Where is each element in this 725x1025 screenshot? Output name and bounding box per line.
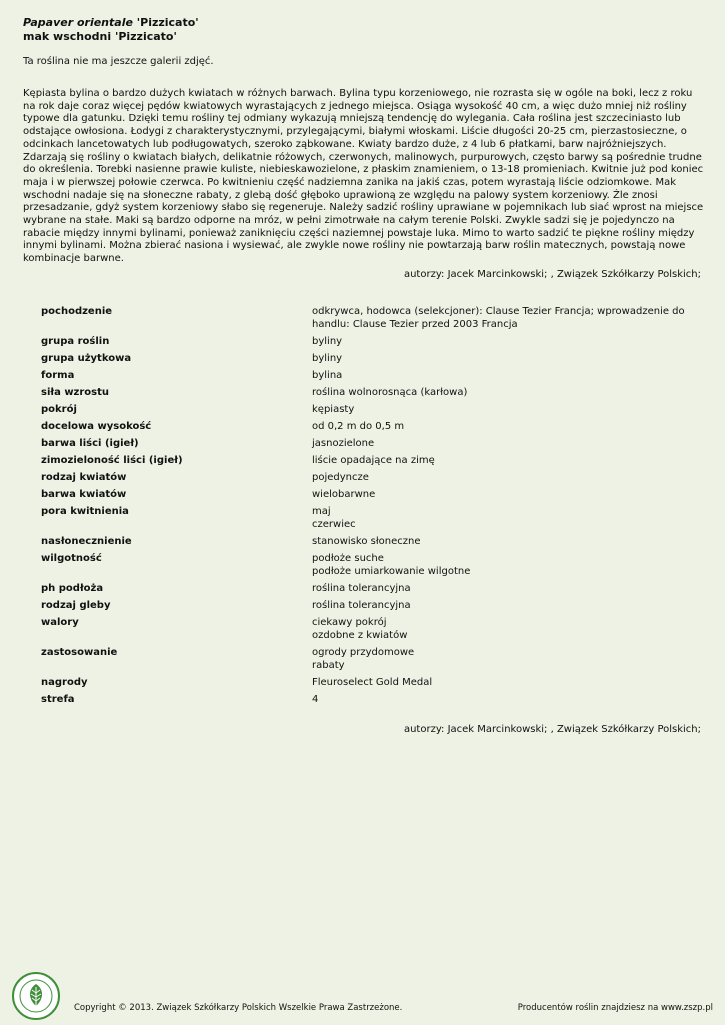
property-value <box>312 420 692 437</box>
property-row <box>41 369 692 386</box>
property-row <box>41 646 692 676</box>
property-key: grupa roślin <box>41 336 110 347</box>
property-row <box>41 454 692 471</box>
property-value <box>312 386 692 403</box>
property-value-line: roślina tolerancyjna <box>312 583 411 594</box>
property-row <box>41 552 692 582</box>
property-key: nagrody <box>41 677 88 688</box>
property-key: rodzaj kwiatów <box>41 472 127 483</box>
property-key: siła wzrostu <box>41 387 110 398</box>
property-value <box>312 552 692 582</box>
property-row <box>41 420 692 437</box>
property-value-line: roślina tolerancyjna <box>312 600 411 611</box>
property-value-line: czerwiec <box>312 519 356 530</box>
property-key: grupa użytkowa <box>41 353 132 364</box>
property-row <box>41 437 692 454</box>
property-value-line: liście opadające na zimę <box>312 455 435 466</box>
polish-name: mak wschodni 'Pizzicato' <box>23 30 177 43</box>
property-key: docelowa wysokość <box>41 421 152 432</box>
property-value-line: stanowisko słoneczne <box>312 536 421 547</box>
property-key: ph podłoża <box>41 583 104 594</box>
property-key: barwa kwiatów <box>41 489 127 500</box>
property-value <box>312 616 692 646</box>
property-value-line: pojedyncze <box>312 472 369 483</box>
zszp-logo[interactable] <box>11 971 61 1021</box>
property-key: zimozieloność liści (igieł) <box>41 455 183 466</box>
property-value-line: ogrody przydomowe <box>312 647 415 658</box>
producers-link[interactable]: Producentów roślin znajdziesz na www.zszp.pl <box>517 1003 713 1013</box>
property-value <box>312 535 692 552</box>
property-value-line: od 0,2 m do 0,5 m <box>312 421 405 432</box>
property-key: nasłonecznienie <box>41 536 132 547</box>
property-value-line: byliny <box>312 336 343 347</box>
property-key: pora kwitnienia <box>41 506 129 517</box>
properties-table <box>41 305 692 710</box>
property-value-line: podłoże suche <box>312 553 384 564</box>
property-value-line: ciekawy pokrój <box>312 617 387 628</box>
authors-line: autorzy: Jacek Marcinkowski; , Związek Szkółkarzy Polskich; <box>403 269 701 280</box>
property-key: pokrój <box>41 404 77 415</box>
property-key: walory <box>41 617 79 628</box>
property-key: forma <box>41 370 75 381</box>
property-value-line: roślina wolnorosnąca (karłowa) <box>312 387 468 398</box>
property-value-line: rabaty <box>312 660 345 671</box>
property-value <box>312 599 692 616</box>
property-value <box>312 693 692 710</box>
leaf-icon <box>11 971 61 1021</box>
property-value-line: odkrywca, hodowca (selekcjoner): Clause Tezier Francja; wprowadzenie do handlu: Clause Tezier przed 2003 Francja <box>312 306 685 330</box>
property-row <box>41 386 692 403</box>
property-row <box>41 505 692 535</box>
property-value-line: jasnozielone <box>312 438 375 449</box>
property-value <box>312 335 692 352</box>
property-value-line: Fleuroselect Gold Medal <box>312 677 433 688</box>
property-value <box>312 471 692 488</box>
plant-description: Kępiasta bylina o bardzo dużych kwiatach w różnych barwach. Bylina typu korzeniowego, nie rozrasta się w ogóle na boki, lecz z roku na rok daje coraz więcej pędów kwiatowych wyrastających z jednego miejsca. Osiąga wysokość 40 cm, a więc dużo mniej niż rośliny typowe dla gatunku. Dzięki temu rośliny tej odmiany wykazują mniejszą tendencję do wylegania. Cała roślina jest szczeciniasto lub odstające owłosiona. Łodygi z charakterystycznymi, przylegającymi, białymi włoskami. Liście długości 20-25 cm, pierzastosieczne, o odcinkach lancetowatych lub podługowatych, szeroko ząbkowane. Kwiaty bardzo duże, z 4 lub 6 płatkami, barw najróżniejszych. Zdarzają się rośliny o kwiatach białych, delikatnie różowych, czerwonych, malinowych, purpurowych, często barwy są pośrednie trudne do określenia. Torebki nasienne prawie kuliste, niebieskawozielone, z płaskim znamieniem, o 13-18 promieniach. Kwitnie już pod koniec maja i w pierwszej połowie czerwca. Po kwitnieniu część nadziemna zanika na jakiś czas, potem wyrastają liście odziomkowe. Mak wschodni nadaje się na słoneczne rabaty, z glebą dość głęboko uprawioną ze względu na palowy system korzeniowy. Źle znosi przesadzanie, gdyż system korzeniowy słabo się regeneruje. Należy sadzić rośliny uprawiane w pojemnikach lub siać wprost na miejsce wybrane na stałe. Maki są bardzo odporne na mróz, w pełni zimotrwałe na całym terenie Polski. Zwykle sadzi się je pojedynczo na rabacie między innymi bylinami, ponieważ zaniknięciu części naziemnej powstaje luka. Mimo to warto sadzić te piękne rośliny między innymi bylinami. Można zbierać nasiona i wysiewać, ale zwykle nowe rośliny nie powtarzają barw roślin matecznych, powstają nowe kombinacje barwne. <box>23 88 704 265</box>
no-gallery-notice: Ta roślina nie ma jeszcze galerii zdjęć. <box>23 56 214 67</box>
property-row <box>41 488 692 505</box>
property-value <box>312 646 692 676</box>
property-key: rodzaj gleby <box>41 600 111 611</box>
property-key: wilgotność <box>41 553 102 564</box>
property-value <box>312 582 692 599</box>
property-key: pochodzenie <box>41 306 113 317</box>
property-row <box>41 335 692 352</box>
property-value <box>312 369 692 386</box>
property-key: strefa <box>41 694 75 705</box>
property-row <box>41 616 692 646</box>
cultivar-name: 'Pizzicato' <box>136 16 199 29</box>
property-value <box>312 676 692 693</box>
property-row <box>41 352 692 369</box>
property-value <box>312 352 692 369</box>
property-value-line: wielobarwne <box>312 489 376 500</box>
property-row <box>41 471 692 488</box>
property-row <box>41 693 692 710</box>
property-row <box>41 582 692 599</box>
property-row <box>41 676 692 693</box>
property-value-line: bylina <box>312 370 343 381</box>
property-value <box>312 305 692 335</box>
property-row <box>41 305 692 335</box>
property-row <box>41 403 692 420</box>
property-value <box>312 505 692 535</box>
property-value <box>312 437 692 454</box>
property-row <box>41 535 692 552</box>
latin-name: Papaver orientale <box>23 16 133 29</box>
copyright-notice: Copyright © 2013. Związek Szkółkarzy Polskich Wszelkie Prawa Zastrzeżone. <box>74 1003 403 1013</box>
property-key: zastosowanie <box>41 647 118 658</box>
property-value-line: kępiasty <box>312 404 355 415</box>
property-value <box>312 454 692 471</box>
property-value-line: ozdobne z kwiatów <box>312 630 408 641</box>
property-value-line: podłoże umiarkowanie wilgotne <box>312 566 471 577</box>
plant-title <box>23 16 199 30</box>
property-value <box>312 488 692 505</box>
property-key: barwa liści (igieł) <box>41 438 139 449</box>
property-value <box>312 403 692 420</box>
property-value-line: 4 <box>312 694 319 705</box>
property-value-line: byliny <box>312 353 343 364</box>
property-row <box>41 599 692 616</box>
property-value-line: maj <box>312 506 331 517</box>
authors-line-bottom: autorzy: Jacek Marcinkowski; , Związek Szkółkarzy Polskich; <box>403 724 701 735</box>
